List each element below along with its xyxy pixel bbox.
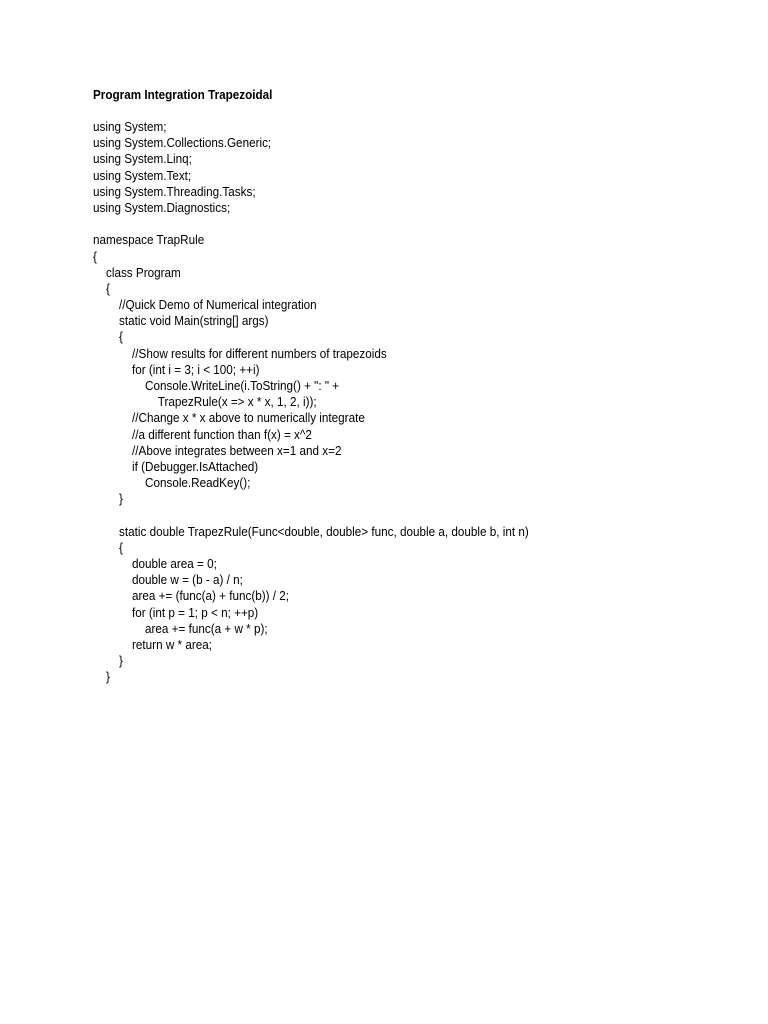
code-line: using System.Diagnostics; (93, 199, 231, 215)
code-line: { (93, 280, 110, 296)
document-title: Program Integration Trapezoidal (93, 87, 273, 102)
code-line: using System.Threading.Tasks; (93, 183, 256, 199)
code-line: using System.Linq; (93, 151, 192, 167)
code-line: //Above integrates between x=1 and x=2 (93, 442, 342, 458)
code-line: //Change x * x above to numerically integrate (93, 410, 365, 426)
code-line: namespace TrapRule (93, 232, 205, 248)
code-line (93, 216, 529, 232)
code-line: double w = (b - a) / n; (93, 572, 243, 588)
code-line: //Show results for different numbers of trapezoids (93, 345, 387, 361)
code-line: using System; (93, 119, 167, 134)
code-line: } (93, 491, 123, 507)
code-line (93, 508, 529, 524)
code-line: //Quick Demo of Numerical integration (93, 297, 317, 313)
code-line: } (93, 653, 123, 669)
code-line: for (int i = 3; i < 100; ++i) (93, 361, 260, 377)
code-line: return w * area; (93, 637, 212, 652)
code-line: static void Main(string[] args) (93, 313, 269, 329)
code-line: for (int p = 1; p < n; ++p) (93, 604, 259, 620)
code-line: if (Debugger.IsAttached) (93, 458, 259, 474)
code-line: { (93, 248, 97, 264)
code-line: double area = 0; (93, 556, 217, 572)
code-listing (93, 119, 529, 686)
code-line: Console.WriteLine(i.ToString() + ": " + (93, 378, 340, 393)
code-line: area += (func(a) + func(b)) / 2; (93, 588, 290, 604)
code-line: //a different function than f(x) = x^2 (93, 426, 312, 442)
code-line: { (93, 539, 123, 555)
code-line: using System.Text; (93, 167, 192, 183)
code-line: } (93, 669, 110, 685)
code-line: class Program (93, 264, 181, 280)
code-line: Console.ReadKey(); (93, 475, 251, 491)
code-line: static double TrapezRule(Func<double, double> func, double a, double b, int n) (93, 523, 529, 539)
code-line: using System.Collections.Generic; (93, 135, 272, 151)
code-line: area += func(a + w * p); (93, 620, 268, 636)
code-line: { (93, 329, 123, 345)
code-line: TrapezRule(x => x * x, 1, 2, i)); (93, 394, 317, 410)
